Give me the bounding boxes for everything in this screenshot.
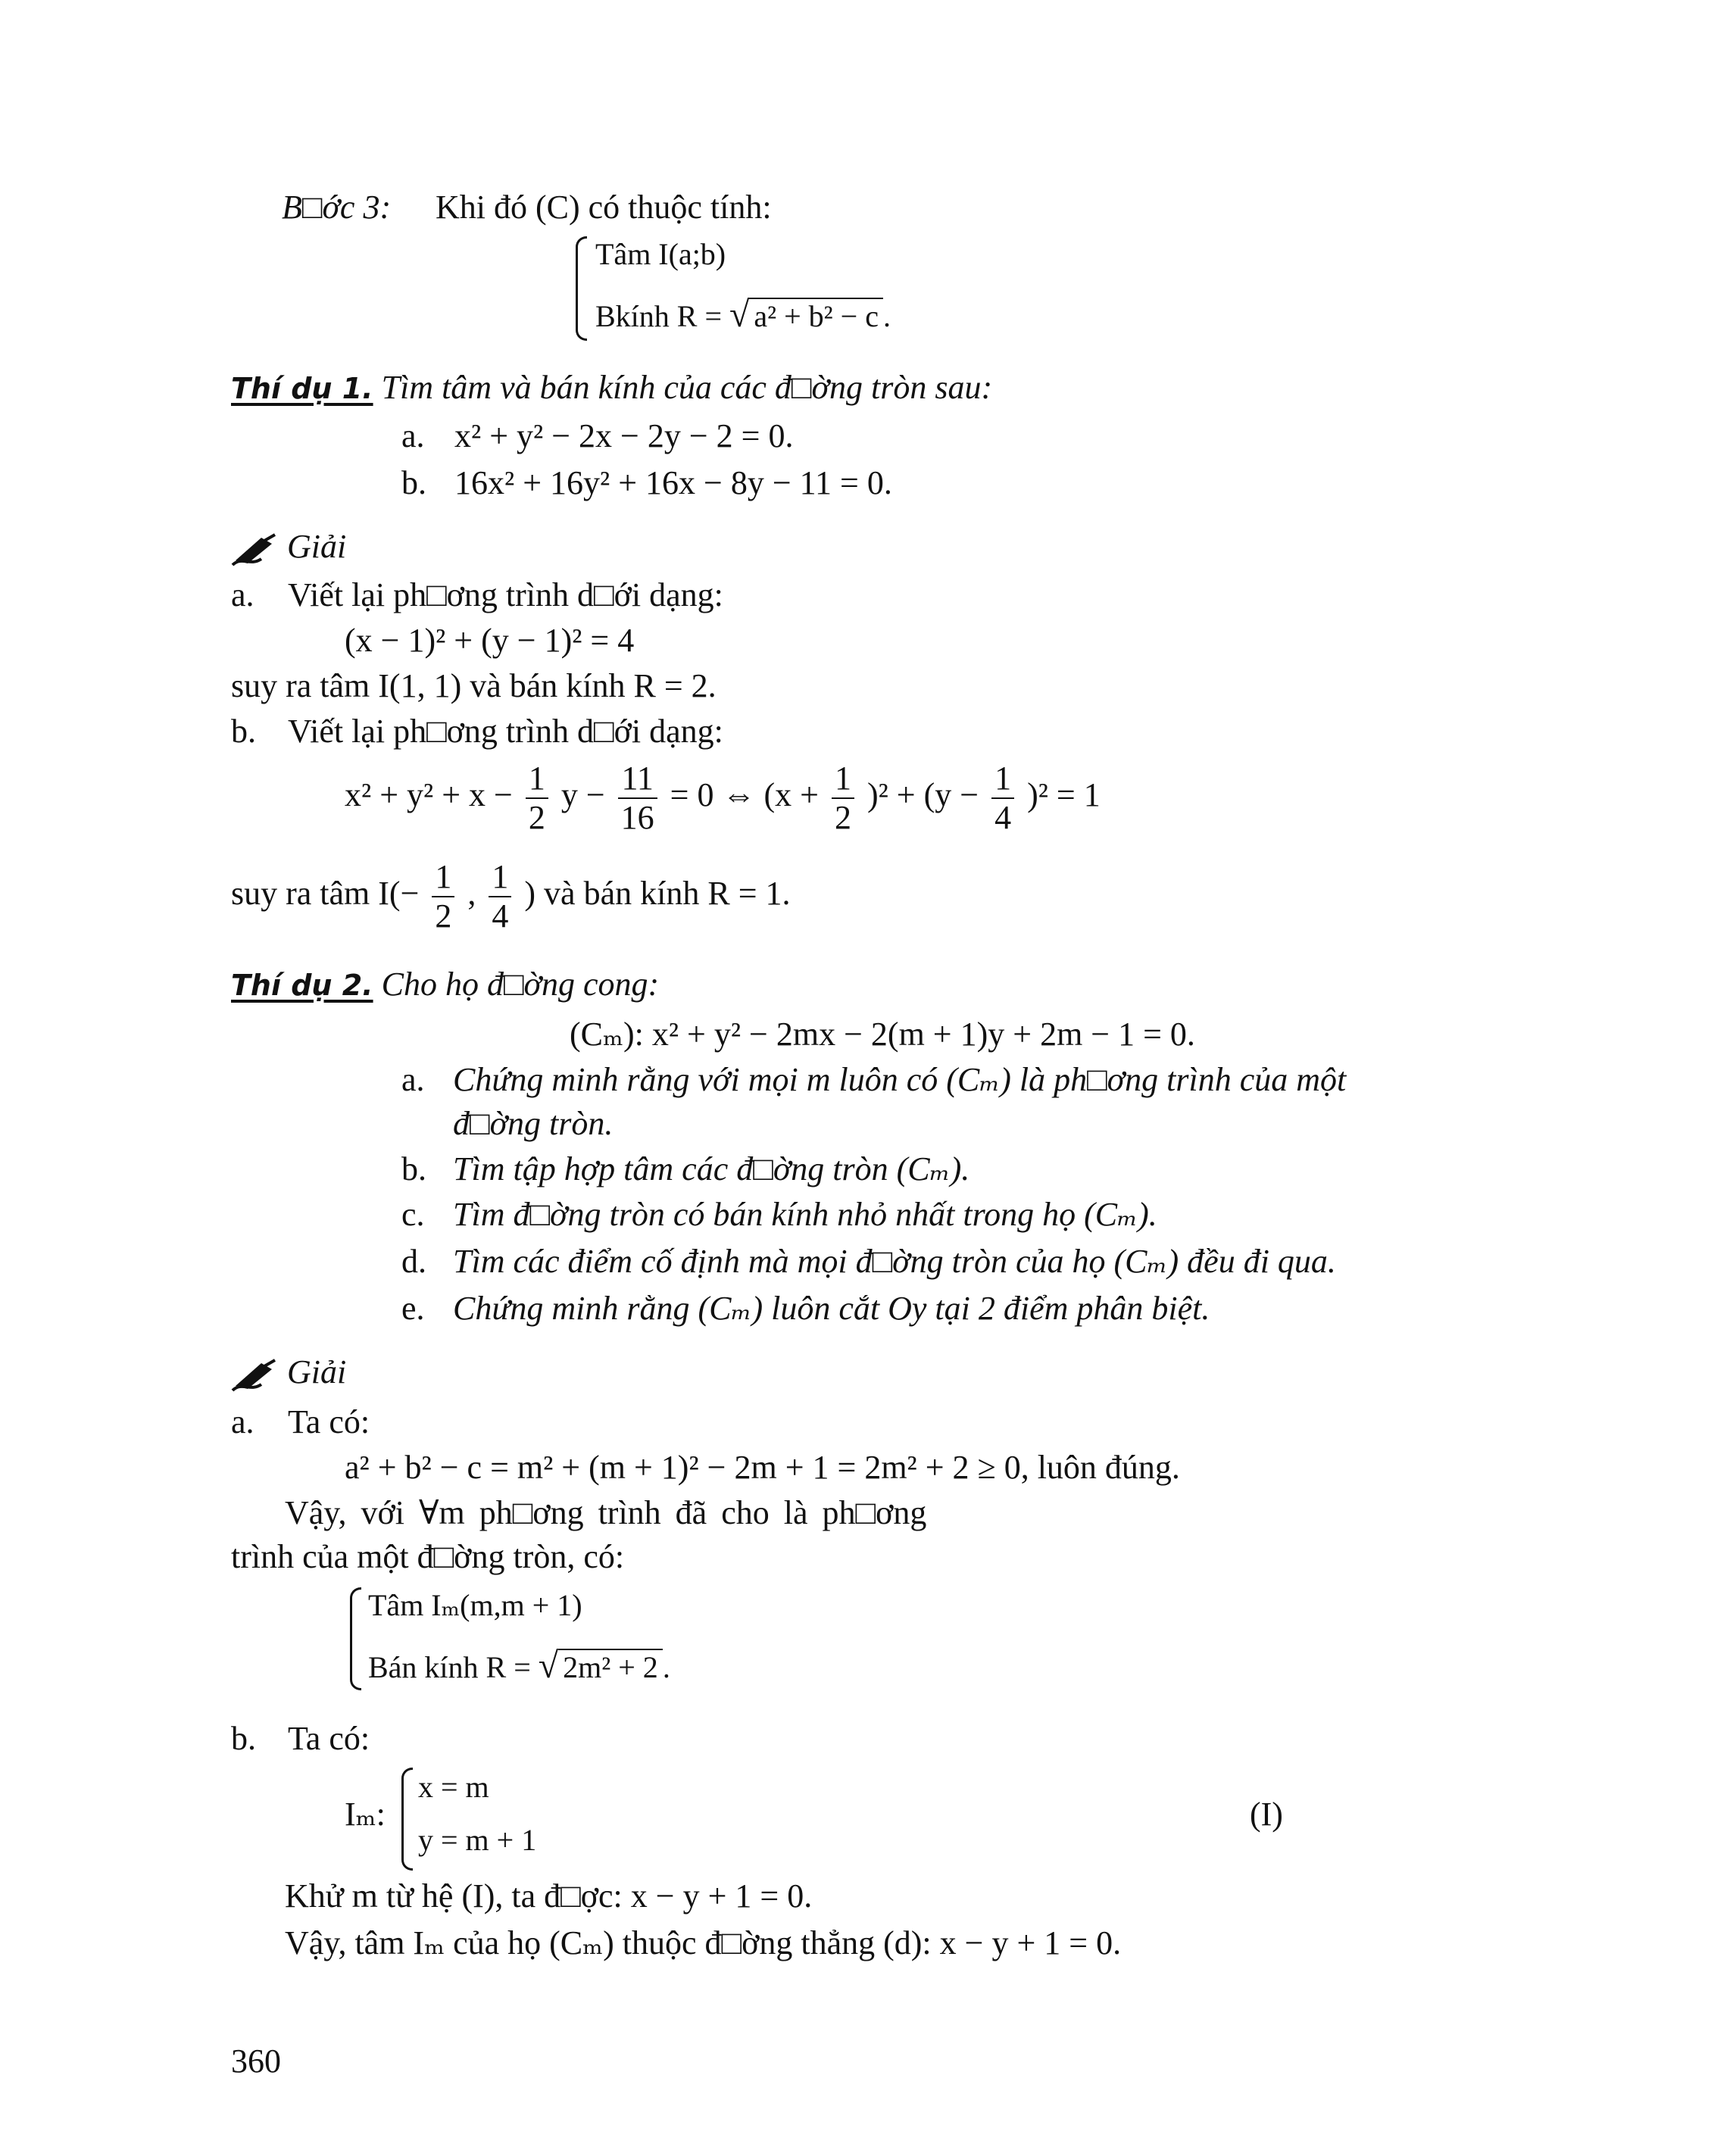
ex2-item-d: Tìm các điểm cố định mà mọi đ□ờng tròn của họ (Cₘ) đều đi qua. bbox=[453, 1243, 1336, 1280]
radius-formula: Bán kính R = √ 2m² + 2 . bbox=[368, 1646, 670, 1686]
sol1-b-text: Viết lại ph□ơng trình d□ới dạng: bbox=[288, 713, 723, 750]
im-label: Iₘ: bbox=[345, 1796, 386, 1833]
example-2-prompt: Cho họ đ□ờng cong: bbox=[381, 966, 660, 1003]
example-2-line bbox=[231, 965, 659, 1005]
sol2-b-text: Ta có: bbox=[288, 1720, 370, 1757]
step-text: Khi đó (C) có thuộc tính: bbox=[436, 189, 772, 226]
solution-2-title: Giải bbox=[231, 1353, 346, 1392]
center-formula: Tâm Iₘ(m,m + 1) bbox=[368, 1588, 582, 1622]
system-eq-1: x = m bbox=[418, 1770, 489, 1804]
sol1-a-result: suy ra tâm I(1, 1) và bán kính R = 2. bbox=[231, 667, 717, 704]
fraction: $\frac{1}{2}$ bbox=[432, 860, 454, 934]
sol1-b-equation: x² + y² + x − $\frac{1}{2}$ y − $\frac{11}{16}$ = 0 ⇔ (x + $\frac{1}{2}$ )² + (y − $\frac{1}{4}$ )² = 1 bbox=[345, 759, 1101, 836]
sol1-a-label: a. bbox=[231, 576, 254, 613]
ex2-item-b: Tìm tập hợp tâm các đ□ờng tròn (Cₘ). bbox=[453, 1150, 970, 1187]
example-1-heading: Thí dụ 1. bbox=[231, 372, 373, 405]
sqrt-expression: a² + b² − c bbox=[749, 298, 883, 334]
fraction: $\frac{1}{2}$ bbox=[832, 761, 854, 835]
fraction: $\frac{11}{16}$ bbox=[618, 761, 657, 835]
pen-icon bbox=[231, 533, 278, 566]
final-conclusion: Vậy, tâm Iₘ của họ (Cₘ) thuộc đ□ờng thẳng (d): x − y + 1 = 0. bbox=[285, 1924, 1122, 1961]
system-eq-2: y = m + 1 bbox=[418, 1823, 537, 1857]
sol2-a-label: a. bbox=[231, 1403, 254, 1440]
sol2-a-conclusion-2: trình của một đ□ờng tròn, có: bbox=[231, 1538, 625, 1575]
page-number: 360 bbox=[231, 2042, 281, 2080]
example-1-prompt: Tìm tâm và bán kính của các đ□ờng tròn sau: bbox=[381, 369, 993, 406]
sol2-a-text: Ta có: bbox=[288, 1403, 370, 1440]
ex2-item-e-label: e. bbox=[401, 1290, 425, 1327]
ex1-item-b-label: b. bbox=[401, 464, 426, 501]
ex2-item-a-label: a. bbox=[401, 1061, 425, 1098]
curve-family: (Cₘ): x² + y² − 2mx − 2(m + 1)y + 2m − 1 = 0. bbox=[570, 1016, 1195, 1053]
ex2-item-b-label: b. bbox=[401, 1150, 426, 1187]
sol2-a-conclusion-1: Vậy, với ∀m ph□ơng trình đã cho là ph□ơng bbox=[285, 1494, 927, 1531]
step-label: B□ớc 3: bbox=[282, 189, 392, 226]
sol2-b-label: b. bbox=[231, 1720, 256, 1757]
elimination-line: Khử m từ hệ (I), ta đ□ợc: x − y + 1 = 0. bbox=[285, 1877, 813, 1915]
center-formula: Tâm I(a;b) bbox=[595, 237, 726, 271]
ex1-item-a-label: a. bbox=[401, 417, 425, 454]
solution-1-title: Giải bbox=[231, 527, 346, 566]
sol1-a-equation: (x − 1)² + (y − 1)² = 4 bbox=[345, 622, 635, 659]
ex2-item-a-cont: đ□ờng tròn. bbox=[453, 1105, 614, 1142]
ex2-item-a: Chứng minh rằng với mọi m luôn có (Cₘ) là ph□ơng trình của một bbox=[453, 1061, 1347, 1098]
ex2-item-c-label: c. bbox=[401, 1196, 425, 1233]
ex1-item-a: x² + y² − 2x − 2y − 2 = 0. bbox=[454, 417, 794, 454]
ex2-item-d-label: d. bbox=[401, 1243, 426, 1280]
system-brace bbox=[401, 1768, 413, 1871]
sol1-b-label: b. bbox=[231, 713, 256, 750]
fraction: $\frac{1}{4}$ bbox=[489, 860, 511, 934]
fraction: $\frac{1}{4}$ bbox=[991, 761, 1014, 835]
example-2-heading: Thí dụ 2. bbox=[231, 969, 373, 1002]
ex2-item-e: Chứng minh rằng (Cₘ) luôn cắt Oy tại 2 điểm phân biệt. bbox=[453, 1290, 1210, 1327]
example-1-line bbox=[231, 368, 992, 408]
sol1-b-result: suy ra tâm I(− $\frac{1}{2}$ , $\frac{1}{4}$ ) và bán kính R = 1. bbox=[231, 857, 791, 935]
sqrt-expression: 2m² + 2 bbox=[558, 1649, 663, 1685]
system-tag: (I) bbox=[1250, 1796, 1283, 1833]
ex1-item-b: 16x² + 16y² + 16x − 8y − 11 = 0. bbox=[454, 464, 892, 501]
system-brace bbox=[350, 1587, 361, 1690]
sol1-a-text: Viết lại ph□ơng trình d□ới dạng: bbox=[288, 576, 723, 613]
ex2-item-c: Tìm đ□ờng tròn có bán kính nhỏ nhất trong họ (Cₘ). bbox=[453, 1196, 1157, 1233]
system-brace bbox=[576, 236, 587, 341]
sol2-a-equation: a² + b² − c = m² + (m + 1)² − 2m + 1 = 2m² + 2 ≥ 0, luôn đúng. bbox=[345, 1449, 1180, 1486]
radius-formula: Bkính R = √ a² + b² − c . bbox=[595, 295, 891, 335]
fraction: $\frac{1}{2}$ bbox=[526, 761, 548, 835]
pen-icon bbox=[231, 1359, 278, 1392]
